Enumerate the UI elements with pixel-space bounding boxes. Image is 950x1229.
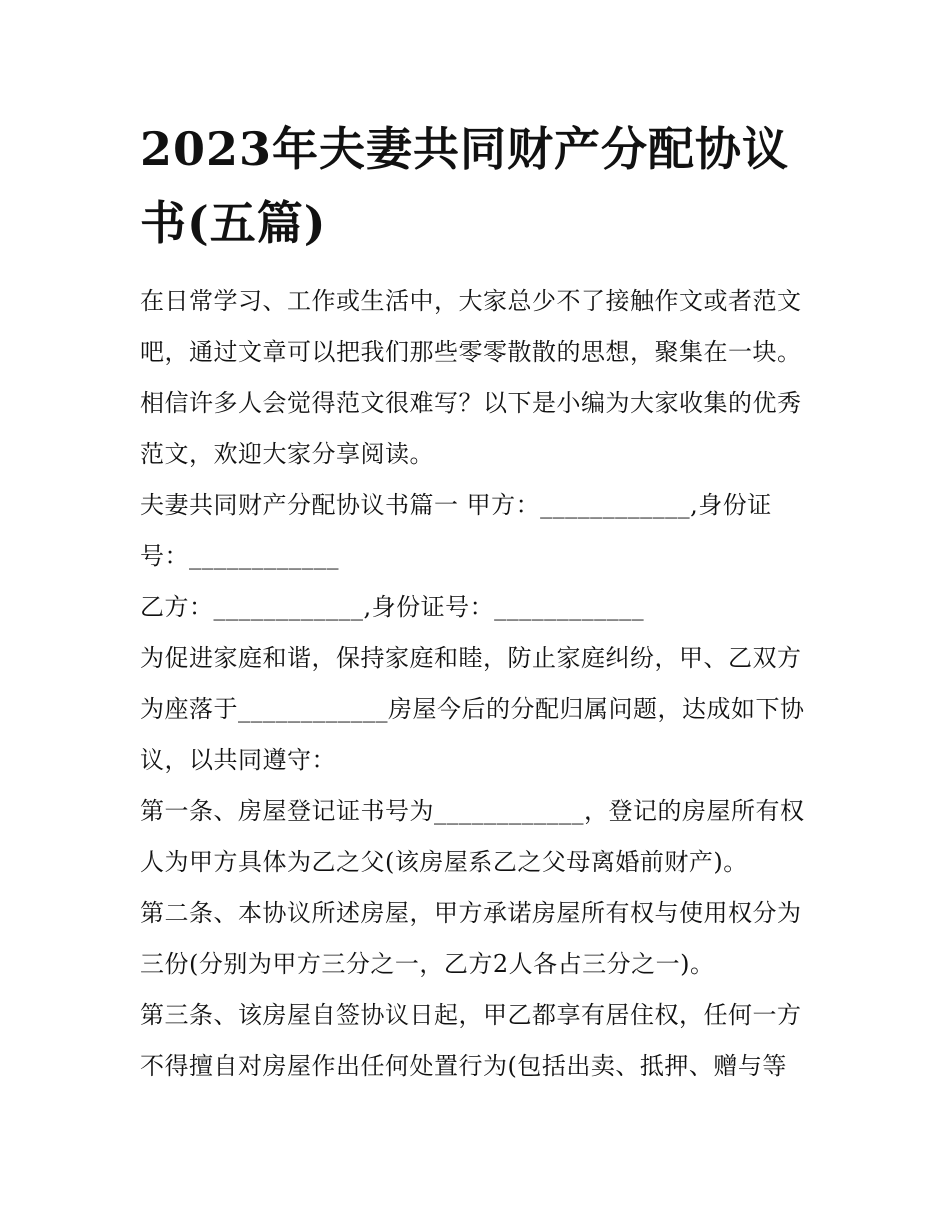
article-3-paragraph: 第三条、该房屋自签协议日起，甲乙都享有居住权，任何一方不得擅自对房屋作出任何处置行为(包括出卖、抵押、赠与等 [140, 1001, 802, 1080]
purpose-paragraph: 为促进家庭和谐，保持家庭和睦，防止家庭纠纷，甲、乙双方为座落于____________房屋今后的分配归属问题，达成如下协议，以共同遵守： [140, 644, 805, 774]
party-b-line: 乙方：____________,身份证号：____________ [140, 593, 645, 621]
party-a-line: 夫妻共同财产分配协议书篇一 甲方：____________,身份证号：____________ [140, 491, 772, 570]
document-title: 2023年夫妻共同财产分配协议书(五篇) [140, 122, 790, 250]
intro-paragraph: 在日常学习、工作或生活中，大家总少不了接触作文或者范文吧，通过文章可以把我们那些零零散散的思想，聚集在一块。相信许多人会觉得范文很难写？以下是小编为大家收集的优秀范文，欢迎大家分享阅读。 [140, 287, 802, 468]
article-2-paragraph: 第二条、本协议所述房屋，甲方承诺房屋所有权与使用权分为三份(分别为甲方三分之一，乙方2人各占三分之一)。 [140, 899, 802, 978]
document-body [140, 276, 820, 1092]
article-1-paragraph: 第一条、房屋登记证书号为____________，登记的房屋所有权人为甲方具体为乙之父(该房屋系乙之父母离婚前财产)。 [140, 797, 805, 876]
